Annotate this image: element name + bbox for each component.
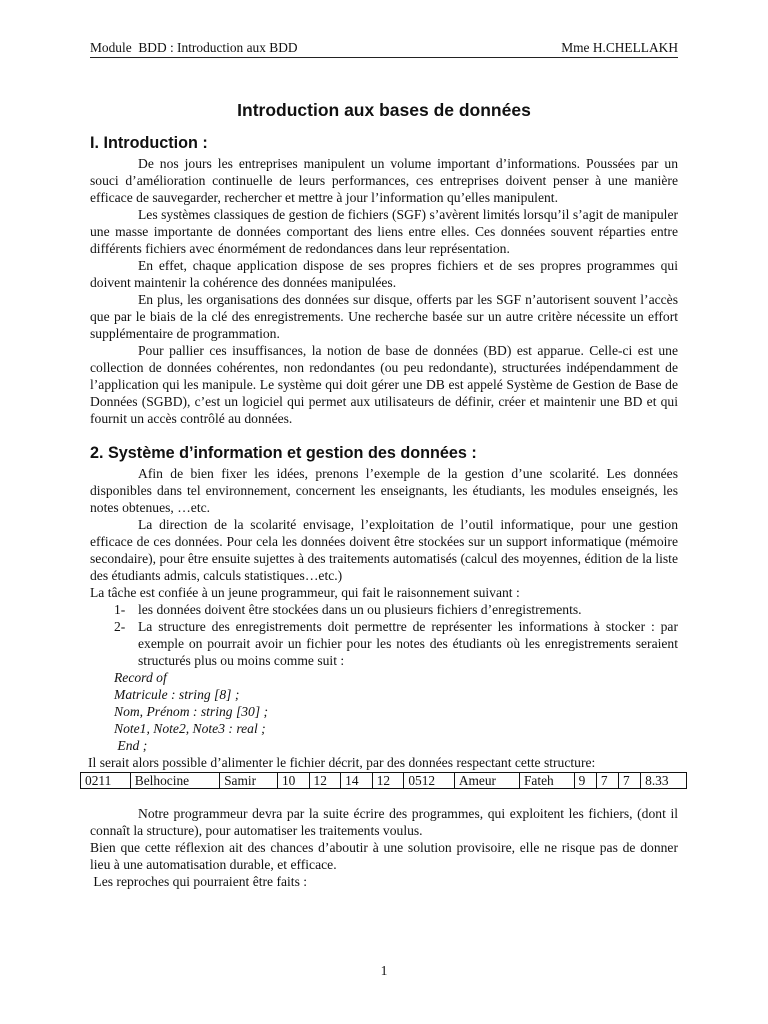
paragraph: Les reproches qui pourraient être faits : xyxy=(90,874,308,889)
paragraph: La direction de la scolarité envisage, l’exploitation de l’outil informatique, pour une gestion efficace de ces données. Pour cela les données doivent être stockées sur un support informatique (mémoire secondaire), pour être ensuite sujettes à des traitements automatisés (calcul des moyennes, édition de la liste des étudiants admis, calculs statistiques…etc.) xyxy=(90,517,678,583)
feed-line: Il serait alors possible d’alimenter le fichier décrit, par des données respectant cette structure: xyxy=(88,755,596,770)
list-text: les données doivent être stockées dans un ou plusieurs fichiers d’enregistrements. xyxy=(138,602,582,617)
table-cell: 8.33 xyxy=(641,773,687,789)
page-number: 1 xyxy=(380,963,388,978)
table-cell: 7 xyxy=(618,773,640,789)
paragraph: Les systèmes classiques de gestion de fichiers (SGF) s’avèrent limités lorsqu’il s’agit de manipuler une masse importante de données comportant des liens entre elles. Ces données souvent réparties entre différents fichiers avec énormément de redondances dans leur représentation. xyxy=(90,207,678,256)
running-header xyxy=(90,40,678,58)
table-cell: Ameur xyxy=(454,773,519,789)
paragraph: En plus, les organisations des données sur disque, offerts par les SGF n’autorisent souvent l’accès que par le biais de la clé des enregistrements. Une recherche basée sur un autre critère nécessite un effort supplémentaire de programmation. xyxy=(90,292,678,341)
table-cell: 7 xyxy=(596,773,618,789)
list-number: 2- xyxy=(114,619,126,634)
task-line: La tâche est confiée à un jeune programmeur, qui fait le raisonnement suivant : xyxy=(90,585,520,600)
table-cell: 10 xyxy=(277,773,309,789)
header-module: Module BDD : Introduction aux BDD xyxy=(90,40,298,55)
code-line: End ; xyxy=(114,738,148,753)
table-cell: Belhocine xyxy=(130,773,219,789)
code-line: Record of xyxy=(114,670,167,685)
table-cell: 0211 xyxy=(81,773,131,789)
paragraph: En effet, chaque application dispose de ses propres fichiers et de ses propres programmes qui doivent maintenir la cohérence des données manipulées. xyxy=(90,258,678,290)
section-heading-introduction: I. Introduction : xyxy=(90,134,208,152)
table-row xyxy=(81,773,687,789)
list-text: La structure des enregistrements doit permettre de représenter les informations à stocker : par exemple on pourrait avoir un fichier pour les notes des étudiants où les enregistrements seraient structurés plus ou moins comme suit : xyxy=(138,619,678,668)
section-heading-systeme-information: 2. Système d’information et gestion des données : xyxy=(90,444,477,462)
paragraph: Bien que cette réflexion ait des chances d’aboutir à une solution provisoire, elle ne risque pas de donner lieu à une automatisation durable, et efficace. xyxy=(90,840,678,872)
paragraph: Afin de bien fixer les idées, prenons l’exemple de la gestion d’une scolarité. Les données disponibles dans tel environnement, concernent les enseignants, les étudiants, les modules enseignés, les notes obtenues, …etc. xyxy=(90,466,678,515)
code-line: Nom, Prénom : string [30] ; xyxy=(114,704,269,719)
list-number: 1- xyxy=(114,602,126,617)
header-author: Mme H.CHELLAKH xyxy=(561,40,678,55)
paragraph: Notre programmeur devra par la suite écrire des programmes, qui exploitent les fichiers, (dont il connaît la structure), pour automatiser les traitements voulus. xyxy=(90,806,678,838)
code-line: Note1, Note2, Note3 : real ; xyxy=(114,721,266,736)
paragraph: De nos jours les entreprises manipulent un volume important d’informations. Poussées par un souci d’amélioration continuelle de leurs performances, ces entreprises doivent penser à une manière efficace de sauvegarder, rechercher et mettre à jour l’information qu’elles manipulent. xyxy=(90,156,678,205)
table-cell: 12 xyxy=(372,773,404,789)
list-item xyxy=(90,601,678,618)
table-cell: 0512 xyxy=(404,773,454,789)
record-definition xyxy=(90,669,678,754)
list-item xyxy=(90,618,678,669)
table-cell: 14 xyxy=(341,773,373,789)
code-line: Matricule : string [8] ; xyxy=(114,687,240,702)
record-table xyxy=(80,772,687,789)
paragraph: Pour pallier ces insuffisances, la notion de base de données (BD) est apparue. Celle-ci est une collection de données cohérentes, non redondantes (ou peu redondante), structurées indépendamment de l’application qui les manipule. Le système qui doit gérer une DB est appelé Système de Gestion de Base de Données (SGBD), c’est un logiciel qui permet aux utilisateurs de définir, créer et maintenir une BD et qui fournit un accès contrôlé au données. xyxy=(90,343,678,426)
table-cell: 9 xyxy=(574,773,596,789)
table-cell: Fateh xyxy=(519,773,574,789)
document-page xyxy=(85,40,678,890)
document-title: Introduction aux bases de données xyxy=(237,100,531,120)
reasoning-list xyxy=(90,601,678,669)
table-cell: Samir xyxy=(220,773,278,789)
table-cell: 12 xyxy=(309,773,341,789)
